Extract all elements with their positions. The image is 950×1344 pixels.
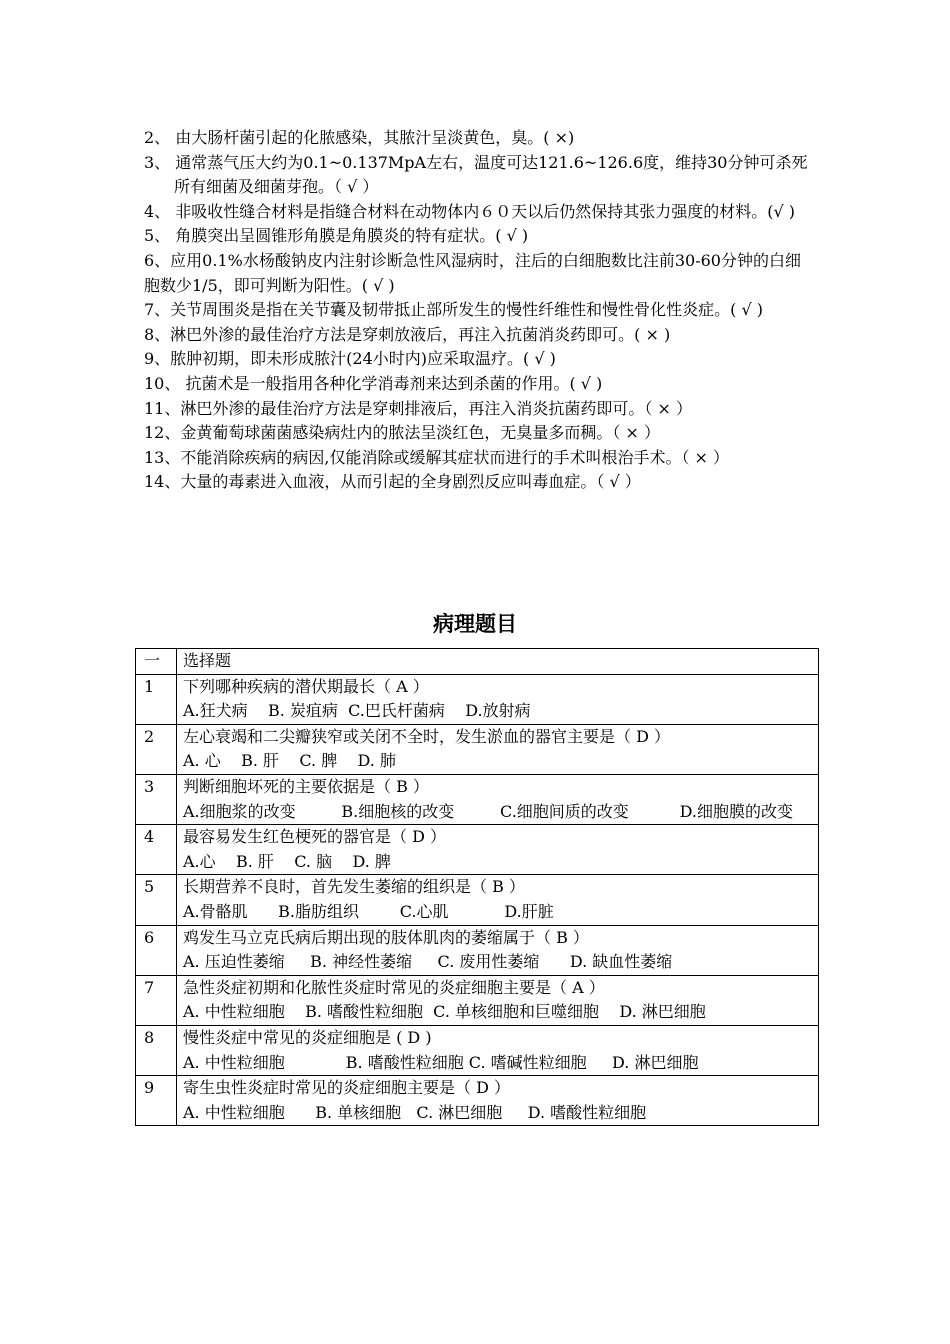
question-number: 8: [136, 1025, 177, 1075]
question-text: 鸡发生马立克氏病后期出现的肢体肌肉的萎缩属于（ B ）: [183, 927, 589, 947]
table-row: [136, 825, 819, 875]
question-number: 1: [136, 674, 177, 724]
question-text: 最容易发生红色梗死的器官是（ D ）: [183, 827, 447, 847]
list-item: 3、 通常蒸气压大约为0.1~0.137MpA左右，温度可达121.6~126.6度，维持30分钟可杀死所有细菌及细菌芽孢。（ √ ）: [144, 152, 808, 197]
question-cell: [177, 875, 819, 925]
true-false-list: [144, 126, 814, 495]
question-cell: [177, 975, 819, 1025]
question-number: 6: [136, 925, 177, 975]
list-item: 6、应用0.1%水杨酸钠皮内注射诊断急性风湿病时，注后的白细胞数比注前30-60分钟的白细胞数少1/5，即可判断为阳性。( √ ): [144, 250, 801, 295]
question-text: 急性炎症初期和化脓性炎症时常见的炎症细胞主要是（ A ）: [183, 977, 605, 997]
list-item: 13、不能消除疾病的病因,仅能消除或缓解其症状而进行的手术叫根治手术。（ × ）: [144, 447, 730, 467]
question-options: A.心 B. 肝 C. 脑 D. 脾: [183, 851, 391, 871]
table-row: [136, 724, 819, 774]
list-item: 10、 抗菌术是一般指用各种化学消毒剂来达到杀菌的作用。( √ ): [144, 373, 603, 393]
question-text: 左心衰竭和二尖瓣狭窄或关闭不全时，发生淤血的器官主要是（ D ）: [183, 726, 671, 746]
header-num: 一: [136, 649, 177, 675]
question-cell: [177, 925, 819, 975]
question-options: A. 中性粒细胞 B. 单核细胞 C. 淋巴细胞 D. 嗜酸性粒细胞: [183, 1102, 647, 1122]
question-cell: [177, 674, 819, 724]
table-row: [136, 1025, 819, 1075]
question-text: 长期营养不良时，首先发生萎缩的组织是（ B ）: [183, 877, 525, 897]
question-cell: [177, 774, 819, 824]
list-item: 7、关节周围炎是指在关节囊及韧带抵止部所发生的慢性纤维性和慢性骨化性炎症。( √ ): [144, 300, 764, 320]
table-row: [136, 975, 819, 1025]
question-text: 慢性炎症中常见的炎症细胞是 ( D ): [183, 1027, 432, 1047]
question-options: A. 中性粒细胞 B. 嗜酸性粒细胞 C. 单核细胞和巨噬细胞 D. 淋巴细胞: [183, 1002, 706, 1022]
question-cell: [177, 825, 819, 875]
question-number: 9: [136, 1076, 177, 1126]
header-label: 选择题: [177, 649, 819, 675]
question-table: [135, 648, 819, 1126]
question-number: 7: [136, 975, 177, 1025]
question-text: 下列哪种疾病的潜伏期最长（ A ）: [183, 676, 429, 696]
question-options: A.细胞浆的改变 B.细胞核的改变 C.细胞间质的改变 D.细胞膜的改变: [183, 801, 793, 821]
list-item: 12、金黄葡萄球菌菌感染病灶内的脓法呈淡红色，无臭量多而稠。（ × ）: [144, 423, 660, 443]
question-text: 寄生虫性炎症时常见的炎症细胞主要是（ D ）: [183, 1078, 511, 1098]
question-number: 2: [136, 724, 177, 774]
table-row: [136, 674, 819, 724]
question-cell: [177, 1025, 819, 1075]
question-options: A. 心 B. 肝 C. 脾 D. 肺: [183, 751, 396, 771]
section-title: 病理题目: [433, 612, 517, 636]
question-text: 判断细胞坏死的主要依据是（ B ）: [183, 776, 429, 796]
list-item: 8、淋巴外渗的最佳治疗方法是穿刺放液后，再注入抗菌消炎药即可。( × ): [144, 324, 671, 344]
question-cell: [177, 724, 819, 774]
table-row: [136, 875, 819, 925]
table-row: [136, 774, 819, 824]
list-item: 4、 非吸收性缝合材料是指缝合材料在动物体内６０天以后仍然保持其张力强度的材料。(√ ): [144, 201, 796, 221]
question-cell: [177, 1076, 819, 1126]
table-header-row: [136, 649, 819, 675]
list-item: 2、 由大肠杆菌引起的化脓感染，其脓汁呈淡黄色，臭。( ×): [144, 128, 575, 147]
question-number: 3: [136, 774, 177, 824]
question-options: A.狂犬病 B. 炭疽病 C.巴氏杆菌病 D.放射病: [183, 701, 531, 721]
table-row: [136, 925, 819, 975]
question-options: A. 压迫性萎缩 B. 神经性萎缩 C. 废用性萎缩 D. 缺血性萎缩: [183, 952, 673, 972]
list-item: 5、 角膜突出呈圆锥形角膜是角膜炎的特有症状。( √ ): [144, 226, 529, 246]
question-options: A. 中性粒细胞 B. 嗜酸性粒细胞 C. 嗜碱性粒细胞 D. 淋巴细胞: [183, 1052, 699, 1072]
question-number: 4: [136, 825, 177, 875]
question-options: A.骨骼肌 B.脂肪组织 C.心肌 D.肝脏: [183, 901, 554, 921]
list-item: 11、淋巴外渗的最佳治疗方法是穿刺排液后，再注入消炎抗菌药即可。（ × ）: [144, 398, 692, 418]
table-row: [136, 1076, 819, 1126]
question-number: 5: [136, 875, 177, 925]
list-item: 14、大量的毒素进入血液，从而引起的全身剧烈反应叫毒血症。（ √ ）: [144, 472, 641, 492]
list-item: 9、脓肿初期，即未形成脓汁(24小时内)应采取温疗。( √ ): [144, 349, 556, 369]
